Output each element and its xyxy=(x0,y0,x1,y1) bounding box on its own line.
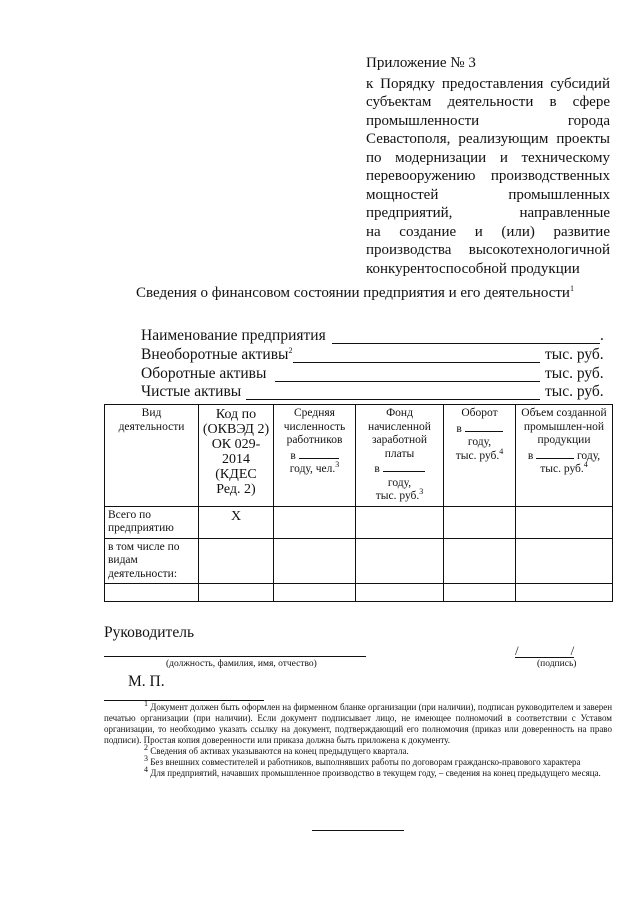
signature-caption: (подпись) xyxy=(537,659,577,669)
current-assets-label: Оборотные активы xyxy=(141,365,267,382)
row-activity-turnover[interactable] xyxy=(444,538,516,584)
header-wage-unit: тыс. руб. xyxy=(375,490,420,502)
header-wage-in: в xyxy=(374,463,380,475)
noncurrent-assets-label xyxy=(141,346,292,364)
appendix-line: промышленности города xyxy=(366,112,610,129)
header-output-unit: тыс. руб. xyxy=(540,463,584,475)
footnote-text: Без внешних совместителей и работников, выполнявших работы по договорам гражданско-правового характера xyxy=(150,757,581,767)
row-activity-code[interactable] xyxy=(199,538,274,584)
header-turnover-in: в xyxy=(456,422,462,435)
row-activity-label: в том числе по видам деятельности: xyxy=(105,538,199,584)
row-empty-cell[interactable] xyxy=(199,584,274,602)
end-rule xyxy=(312,830,404,831)
noncurrent-assets-line[interactable] xyxy=(293,362,540,363)
row-total-label: Всего по предприятию xyxy=(105,506,199,538)
net-assets-label: Чистые активы xyxy=(141,383,242,400)
footnote xyxy=(104,699,613,746)
staff-year-blank[interactable] xyxy=(299,448,339,459)
row-activity-staff[interactable] xyxy=(274,538,356,584)
row-activity-output[interactable] xyxy=(516,538,613,584)
table-row-total xyxy=(105,506,613,538)
row-activity-wage[interactable] xyxy=(356,538,444,584)
financial-table xyxy=(104,404,613,602)
header-wage xyxy=(356,405,444,507)
output-footnote-mark: 4 xyxy=(583,460,588,470)
header-output-in: в xyxy=(527,449,534,462)
row-total-wage[interactable] xyxy=(356,506,444,538)
table-row-empty xyxy=(105,584,613,602)
appendix-line: конкурентоспособной продукции xyxy=(366,260,580,277)
appendix-line: Севастополя, реализующим проекты xyxy=(366,131,610,147)
company-name-end: . xyxy=(600,327,604,344)
row-empty-cell[interactable] xyxy=(444,584,516,602)
noncurrent-assets-text: Внеоборотные активы xyxy=(141,346,289,363)
appendix-line: к Порядку предоставления субсидий xyxy=(366,75,610,92)
appendix-line: по модернизации и техническому xyxy=(366,149,610,166)
row-empty-cell[interactable] xyxy=(274,584,356,602)
noncurrent-unit: тыс. руб. xyxy=(545,346,604,363)
position-caption: (должность, фамилия, имя, отчество) xyxy=(166,659,317,669)
row-empty-cell[interactable] xyxy=(105,584,199,602)
header-staff-in: в xyxy=(290,449,296,462)
appendix-line: мощностей промышленных xyxy=(366,186,610,203)
footnote-text: Для предприятий, начавших промышленное производство в текущем году, – сведения на конец предыдущего месяца. xyxy=(150,768,601,778)
footnote xyxy=(104,765,612,779)
header-wage-year: году, xyxy=(387,476,412,489)
company-name-label: Наименование предприятия xyxy=(141,327,326,344)
head-name-line[interactable] xyxy=(104,656,366,657)
row-empty-cell[interactable] xyxy=(356,584,444,602)
header-output-text: Объем созданной промышлен-ной продукции xyxy=(521,407,607,446)
wage-year-blank[interactable] xyxy=(383,461,425,472)
heading-footnote-mark: 1 xyxy=(569,284,574,293)
turnover-footnote-mark: 4 xyxy=(499,446,504,456)
staff-footnote-mark: 3 xyxy=(335,460,340,470)
row-total-staff[interactable] xyxy=(274,506,356,538)
signature-line[interactable]: / / xyxy=(515,643,575,658)
header-activity: Вид деятельности xyxy=(105,405,199,507)
company-name-line[interactable] xyxy=(332,343,600,344)
footnote-mark: 1 xyxy=(144,699,148,708)
footnote xyxy=(104,743,612,757)
row-total-code: Х xyxy=(199,506,274,538)
appendix-title: Приложение № 3 xyxy=(366,55,476,71)
appendix-line: субъектам деятельности в сфере xyxy=(366,94,610,110)
output-year-blank[interactable] xyxy=(536,448,574,459)
header-staff-year: году, чел. xyxy=(289,463,336,475)
appendix-line: перевооружению производственных xyxy=(366,168,610,184)
current-assets-line[interactable] xyxy=(275,381,540,382)
heading-text: Сведения о финансовом состоянии предприятия и его деятельности xyxy=(136,285,570,301)
appendix-line: производства высокотехнологичной xyxy=(366,242,610,258)
header-turnover-text: Оборот xyxy=(461,407,498,419)
footnote-text: Сведения об активах указываются на конец предыдущего квартала. xyxy=(150,746,409,756)
appendix-text xyxy=(366,75,610,279)
header-wage-text: Фонд начисленной заработной платы xyxy=(368,407,431,460)
row-total-turnover[interactable] xyxy=(444,506,516,538)
document-heading xyxy=(70,285,640,302)
noncurrent-footnote-mark: 2 xyxy=(288,345,293,355)
footnote-text: Документ должен быть оформлен на фирменном бланке организации (при наличии), подписан руководителем и заверен печатью организации (при наличии). Если документ подписывает лицо, не имеющее полномочий в соответствии с Уставом организации, то необходимо указать ссылку на документ, подтверждающий его полномочия (приказ или доверенность на право подписи). Простая копия доверенности или приказа должна быть приложена к документу. xyxy=(104,702,613,745)
header-turnover-unit: тыс. руб. xyxy=(455,449,500,462)
appendix-block xyxy=(366,54,610,278)
net-assets-line[interactable] xyxy=(246,399,540,400)
wage-footnote-mark: 3 xyxy=(419,487,424,497)
head-label: Руководитель xyxy=(104,624,195,641)
header-staff-text: Средняя численность работников xyxy=(283,407,346,446)
footnote-mark: 2 xyxy=(144,743,148,752)
footnotes xyxy=(104,699,613,779)
header-turnover-year: году, xyxy=(467,436,492,448)
appendix-line: на создание и (или) развитие xyxy=(366,223,610,240)
header-output-year: году, xyxy=(577,449,601,462)
header-code: Код по (ОКВЭД 2) ОК 029-2014 (КДЕС Ред. 2) xyxy=(199,405,274,507)
table-row-by-activity xyxy=(105,538,613,584)
header-output xyxy=(516,405,613,507)
footnote-mark: 4 xyxy=(144,765,148,774)
header-turnover xyxy=(444,405,516,507)
row-empty-cell[interactable] xyxy=(516,584,613,602)
current-unit: тыс. руб. xyxy=(545,365,604,382)
footnote-mark: 3 xyxy=(144,754,148,763)
footnote-separator xyxy=(104,700,264,701)
appendix-line: предприятий, направленные xyxy=(366,205,610,221)
turnover-year-blank[interactable] xyxy=(465,421,503,432)
row-total-output[interactable] xyxy=(516,506,613,538)
stamp-placeholder: М. П. xyxy=(128,673,165,690)
table-header-row xyxy=(105,405,613,507)
net-unit: тыс. руб. xyxy=(545,383,604,400)
footnote xyxy=(104,754,612,768)
header-staff xyxy=(274,405,356,507)
